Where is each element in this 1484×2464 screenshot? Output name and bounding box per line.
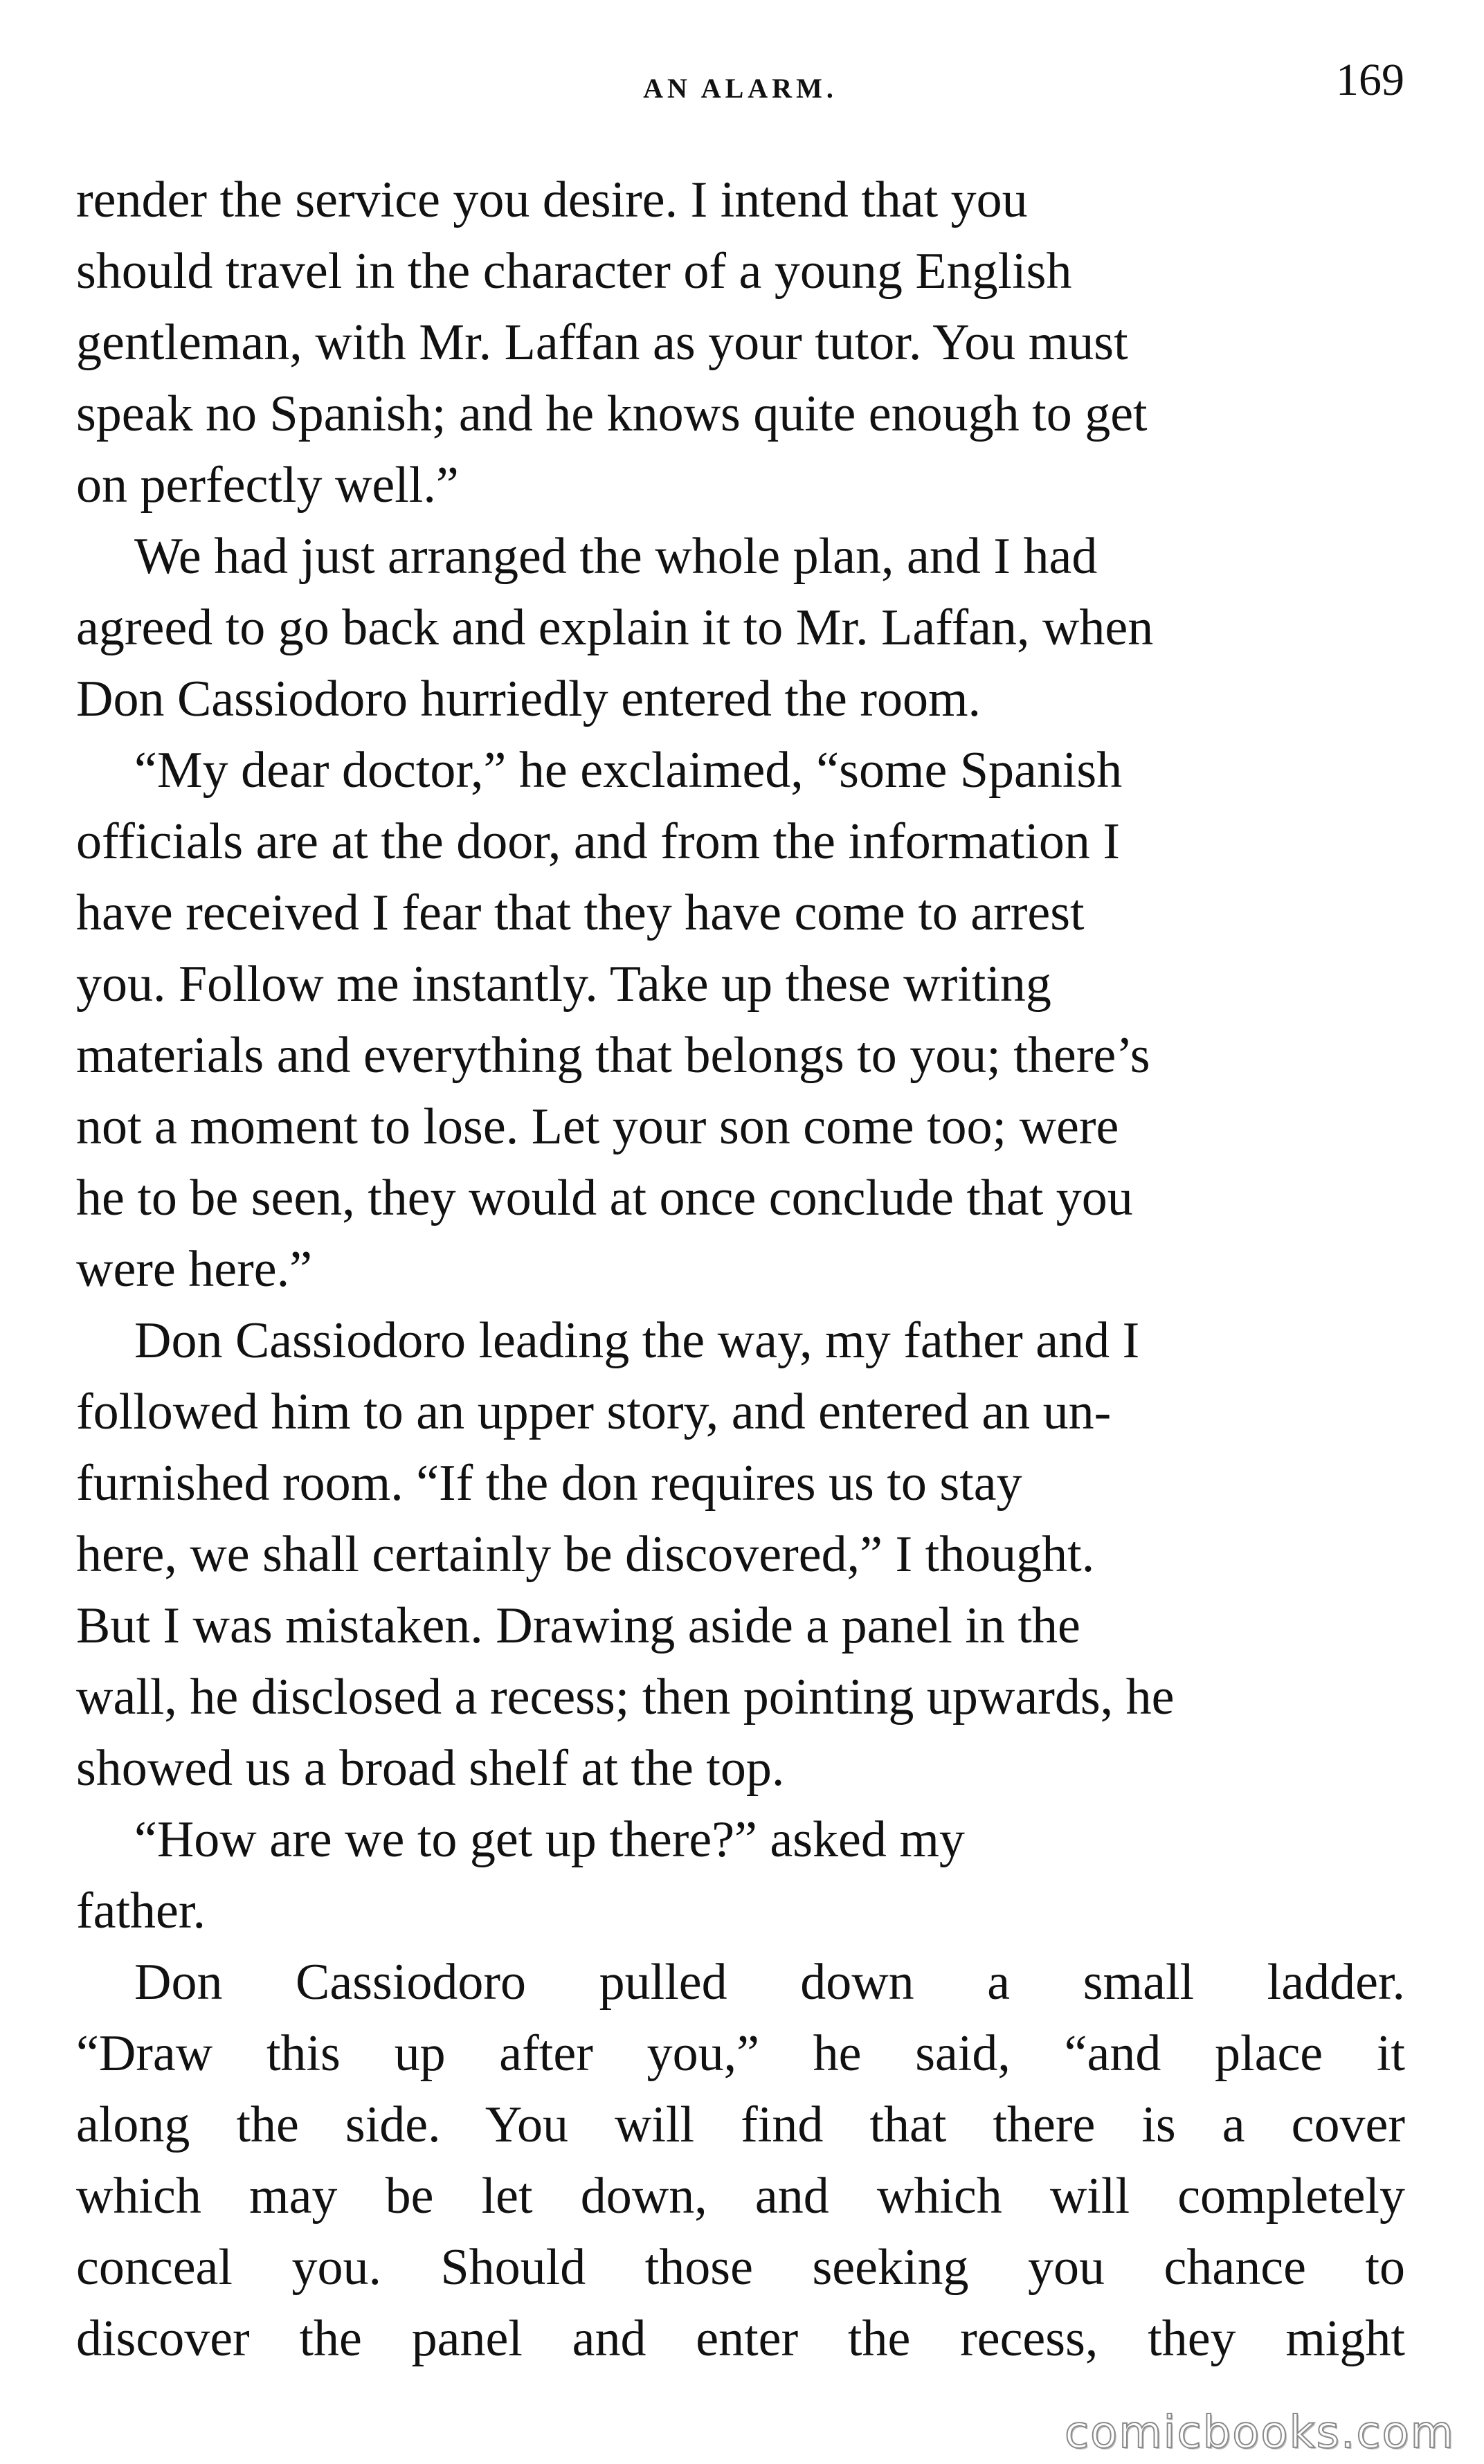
paragraph: Don Cassiodoro leading the way, my father and I followed him to an upper story, and entered an un- furnished room. “If the don requires us to stay here, we shall certainly be discovered,” I thought. But I was mistaken. Drawing aside a panel in the wall, he disclosed a recess; then pointing upwards, he showed us a broad shelf at the top. bbox=[76, 1312, 1175, 1797]
paragraph: “How are we to get up there?” asked my father. bbox=[76, 1811, 965, 1939]
watermark: comicbooks.com bbox=[1064, 2407, 1455, 2458]
paragraph: We had just arranged the whole plan, and I had agreed to go back and explain it to Mr. Laffan, when Don Cassiodoro hurriedly entered the room. bbox=[76, 528, 1154, 727]
page-header bbox=[76, 54, 1404, 130]
page-number: 169 bbox=[1336, 55, 1404, 105]
paragraph-continues: Don Cassiodoro pulled down a small ladder. “Draw this up after you,” he said, “and place it along the side. You will find that there is a cover which may be let down, and which will completely conceal you. Should those seeking you chance to discover the panel and enter the recess, they might bbox=[76, 1954, 1405, 2367]
body-text bbox=[76, 165, 1405, 2375]
paragraph-continued: render the service you desire. I intend that you should travel in the character of a young English gentleman, with Mr. Laffan as your tutor. You must speak no Spanish; and he knows quite enough to get on perfectly well.” bbox=[76, 172, 1148, 514]
running-head: AN ALARM. bbox=[643, 73, 838, 104]
paragraph: “My dear doctor,” he exclaimed, “some Spanish officials are at the door, and from the information I have received I fear that they have come to arrest you. Follow me instantly. Take up these writing materials and everything that belongs to you; there’s not a moment to lose. Let your son come too; were he to be seen, they would at once conclude that you were here.” bbox=[76, 742, 1150, 1298]
